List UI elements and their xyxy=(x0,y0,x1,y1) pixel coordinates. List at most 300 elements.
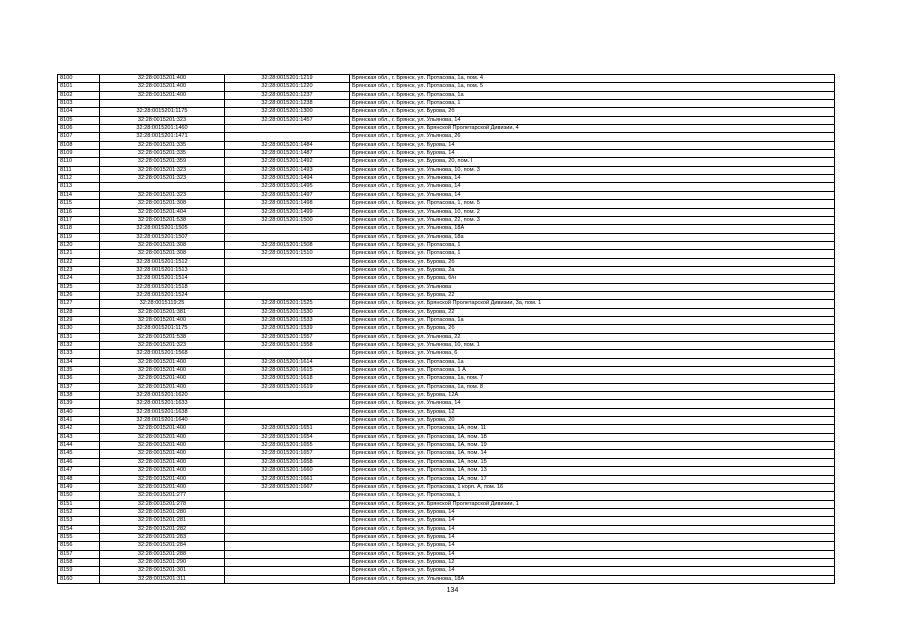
table-row xyxy=(58,483,835,491)
address-cell: Брянская обл., г. Брянск, ул. Бурова, 14 xyxy=(350,141,835,149)
address-cell: Брянская обл., г. Брянск, ул. Бурова, 2б xyxy=(350,258,835,266)
parent-cadastral-number-cell: 32:28:0015201:1518 xyxy=(100,283,225,291)
address-cell: Брянская обл., г. Брянск, ул. Ульянова, 26 xyxy=(350,133,835,141)
parent-cadastral-number-cell: 32:28:0015201:400 xyxy=(100,433,225,441)
address-cell: Брянская обл., г. Брянск, ул. Ульянова, 14 xyxy=(350,183,835,191)
parent-cadastral-number-cell: 32:28:0015201:400 xyxy=(100,91,225,99)
row-number-cell: 8103 xyxy=(58,100,100,108)
address-cell: Брянская обл., г. Брянск, ул. Бурова, 14 xyxy=(350,517,835,525)
row-number-cell: 8124 xyxy=(58,275,100,283)
table-row xyxy=(58,450,835,458)
parent-cadastral-number-cell: 32:28:0015201:381 xyxy=(100,308,225,316)
table-row xyxy=(58,275,835,283)
address-cell: Брянская обл., г. Брянск, ул. Ульянова, 22, пом. 3 xyxy=(350,216,835,224)
row-number-cell: 8143 xyxy=(58,433,100,441)
parent-cadastral-number-cell xyxy=(100,183,225,191)
cadastral-number-cell xyxy=(225,225,350,233)
parent-cadastral-number-cell: 32:28:0015201:400 xyxy=(100,375,225,383)
address-cell: Брянская обл., г. Брянск, ул. Ульянова, 6 xyxy=(350,350,835,358)
parent-cadastral-number-cell: 32:28:0015201:308 xyxy=(100,250,225,258)
table-row xyxy=(58,200,835,208)
parent-cadastral-number-cell: 32:28:0015201:538 xyxy=(100,216,225,224)
address-cell: Брянская обл., г. Брянск, ул. Бурова, 14 xyxy=(350,508,835,516)
parent-cadastral-number-cell: 32:28:0015201:400 xyxy=(100,367,225,375)
cadastral-number-cell xyxy=(225,400,350,408)
address-cell: Брянская обл., г. Брянск, ул. Ульянова, 18а xyxy=(350,233,835,241)
table-row xyxy=(58,308,835,316)
parent-cadastral-number-cell: 32:28:0015201:400 xyxy=(100,467,225,475)
row-number-cell: 8126 xyxy=(58,291,100,299)
table-row xyxy=(58,433,835,441)
row-number-cell: 8131 xyxy=(58,333,100,341)
table-row xyxy=(58,266,835,274)
row-number-cell: 8135 xyxy=(58,367,100,375)
address-cell: Брянская обл., г. Брянск, ул. Брянской Пролетарской Дивизии, 3а, пом. 1 xyxy=(350,300,835,308)
parent-cadastral-number-cell: 32:28:0015201:283 xyxy=(100,533,225,541)
row-number-cell: 8119 xyxy=(58,233,100,241)
address-cell: Брянская обл., г. Брянск, ул. Брянской Пролетарской Дивизии, 1 xyxy=(350,500,835,508)
cadastral-number-cell xyxy=(225,266,350,274)
table-row xyxy=(58,166,835,174)
parent-cadastral-number-cell: 32:28:0015201:1471 xyxy=(100,133,225,141)
parent-cadastral-number-cell: 32:28:0015201:400 xyxy=(100,450,225,458)
parent-cadastral-number-cell: 32:28:0015201:1524 xyxy=(100,291,225,299)
cadastral-number-cell xyxy=(225,550,350,558)
address-cell: Брянская обл., г. Брянск, ул. Ульянова xyxy=(350,283,835,291)
cadastral-number-cell: 32:28:0015201:1498 xyxy=(225,200,350,208)
row-number-cell: 8150 xyxy=(58,492,100,500)
address-cell: Брянская обл., г. Брянск, ул. Протасова, 1А, пом. 13 xyxy=(350,467,835,475)
parent-cadastral-number-cell xyxy=(100,100,225,108)
row-number-cell: 8147 xyxy=(58,467,100,475)
row-number-cell: 8107 xyxy=(58,133,100,141)
address-cell: Брянская обл., г. Брянск, ул. Протасова, 1а xyxy=(350,358,835,366)
parent-cadastral-number-cell: 32:28:0015201:400 xyxy=(100,425,225,433)
row-number-cell: 8104 xyxy=(58,108,100,116)
address-cell: Брянская обл., г. Брянск, ул. Протасова, 1 xyxy=(350,100,835,108)
parent-cadastral-number-cell: 32:28:0015201:400 xyxy=(100,75,225,83)
table-row xyxy=(58,191,835,199)
table-row xyxy=(58,100,835,108)
cadastral-number-cell: 32:28:0015201:1220 xyxy=(225,83,350,91)
row-number-cell: 8136 xyxy=(58,375,100,383)
cadastral-number-cell: 32:28:0015201:1492 xyxy=(225,158,350,166)
address-cell: Брянская обл., г. Брянск, ул. Бурова, 20 xyxy=(350,417,835,425)
table-row xyxy=(58,500,835,508)
table-row xyxy=(58,258,835,266)
row-number-cell: 8105 xyxy=(58,116,100,124)
row-number-cell: 8123 xyxy=(58,266,100,274)
table-row xyxy=(58,133,835,141)
address-cell: Брянская обл., г. Брянск, ул. Бурова, 14 xyxy=(350,525,835,533)
address-cell: Брянская обл., г. Брянск, ул. Протасова, 1А, пом. 19 xyxy=(350,442,835,450)
parent-cadastral-number-cell: 32:28:0015201:1568 xyxy=(100,350,225,358)
parent-cadastral-number-cell: 32:28:0015201:288 xyxy=(100,550,225,558)
cadastral-number-cell xyxy=(225,492,350,500)
cadastral-number-cell: 32:28:0015201:1539 xyxy=(225,325,350,333)
address-cell: Брянская обл., г. Брянск, ул. Бурова, 20, пом. I xyxy=(350,158,835,166)
table-row xyxy=(58,125,835,133)
row-number-cell: 8112 xyxy=(58,175,100,183)
cadastral-number-cell: 32:28:0015201:1661 xyxy=(225,475,350,483)
row-number-cell: 8114 xyxy=(58,191,100,199)
parent-cadastral-number-cell: 32:28:0015201:323 xyxy=(100,191,225,199)
parent-cadastral-number-cell: 32:28:0015201:1175 xyxy=(100,325,225,333)
address-cell: Брянская обл., г. Брянск, ул. Ульянова, 14 xyxy=(350,400,835,408)
parent-cadastral-number-cell: 32:28:0015201:282 xyxy=(100,525,225,533)
row-number-cell: 8153 xyxy=(58,517,100,525)
parent-cadastral-number-cell: 32:28:0015201:301 xyxy=(100,567,225,575)
cadastral-number-cell: 32:28:0015201:1510 xyxy=(225,250,350,258)
row-number-cell: 8113 xyxy=(58,183,100,191)
table-row xyxy=(58,517,835,525)
table-row xyxy=(58,558,835,566)
address-cell: Брянская обл., г. Брянск, ул. Ульянова, 10, пом. 1 xyxy=(350,342,835,350)
row-number-cell: 8129 xyxy=(58,316,100,324)
row-number-cell: 8156 xyxy=(58,542,100,550)
row-number-cell: 8118 xyxy=(58,225,100,233)
cadastral-number-cell: 32:28:0015201:1495 xyxy=(225,183,350,191)
parent-cadastral-number-cell: 32:28:0015201:1514 xyxy=(100,275,225,283)
table-row xyxy=(58,75,835,83)
cadastral-number-cell xyxy=(225,350,350,358)
cadastral-number-cell: 32:28:0015201:1655 xyxy=(225,442,350,450)
parent-cadastral-number-cell: 32:28:0015201:311 xyxy=(100,575,225,583)
address-cell: Брянская обл., г. Брянск, ул. Бурова, 2б xyxy=(350,108,835,116)
cadastral-number-cell: 32:28:0015201:1497 xyxy=(225,191,350,199)
table-row xyxy=(58,383,835,391)
row-number-cell: 8110 xyxy=(58,158,100,166)
row-number-cell: 8127 xyxy=(58,300,100,308)
row-number-cell: 8130 xyxy=(58,325,100,333)
cadastral-number-cell: 32:28:0015201:1487 xyxy=(225,150,350,158)
cadastral-number-cell: 32:28:0015201:1500 xyxy=(225,216,350,224)
cadastral-number-cell xyxy=(225,133,350,141)
row-number-cell: 8128 xyxy=(58,308,100,316)
row-number-cell: 8157 xyxy=(58,550,100,558)
row-number-cell: 8138 xyxy=(58,392,100,400)
row-number-cell: 8146 xyxy=(58,458,100,466)
table-row xyxy=(58,233,835,241)
cadastral-number-cell xyxy=(225,283,350,291)
cadastral-number-cell xyxy=(225,233,350,241)
row-number-cell: 8120 xyxy=(58,241,100,249)
address-cell: Брянская обл., г. Брянск, ул. Ульянова, 14 xyxy=(350,175,835,183)
cadastral-number-cell xyxy=(225,533,350,541)
parent-cadastral-number-cell: 32:28:0015201:400 xyxy=(100,316,225,324)
row-number-cell: 8155 xyxy=(58,533,100,541)
table-row xyxy=(58,116,835,124)
address-cell: Брянская обл., г. Брянск, ул. Протасова, 1а, пом. 5 xyxy=(350,83,835,91)
parent-cadastral-number-cell: 32:28:0015201:1513 xyxy=(100,266,225,274)
row-number-cell: 8148 xyxy=(58,475,100,483)
parent-cadastral-number-cell: 32:28:0015201:400 xyxy=(100,442,225,450)
parent-cadastral-number-cell: 32:28:0015201:323 xyxy=(100,116,225,124)
table-row xyxy=(58,508,835,516)
cadastral-number-cell: 32:28:0015201:1508 xyxy=(225,241,350,249)
cadastral-number-cell xyxy=(225,542,350,550)
table-row xyxy=(58,442,835,450)
cadastral-number-cell: 32:28:0015201:1300 xyxy=(225,108,350,116)
parent-cadastral-number-cell: 32:28:0015201:335 xyxy=(100,141,225,149)
row-number-cell: 8141 xyxy=(58,417,100,425)
parent-cadastral-number-cell: 32:28:0015201:400 xyxy=(100,83,225,91)
cadastral-number-cell: 32:28:0015201:1533 xyxy=(225,316,350,324)
row-number-cell: 8145 xyxy=(58,450,100,458)
address-cell: Брянская обл., г. Брянск, ул. Протасова, 1а xyxy=(350,91,835,99)
parent-cadastral-number-cell: 32:28:0015201:1640 xyxy=(100,417,225,425)
parent-cadastral-number-cell: 32:28:0015201:400 xyxy=(100,475,225,483)
table-row xyxy=(58,175,835,183)
row-number-cell: 8149 xyxy=(58,483,100,491)
parent-cadastral-number-cell: 32:28:0015201:280 xyxy=(100,508,225,516)
address-cell: Брянская обл., г. Брянск, ул. Протасова, 1 xyxy=(350,492,835,500)
address-cell: Брянская обл., г. Брянск, ул. Ульянова, 14 xyxy=(350,116,835,124)
registry-table xyxy=(57,74,835,584)
table-row xyxy=(58,342,835,350)
table-row xyxy=(58,208,835,216)
cadastral-number-cell: 32:28:0015201:1238 xyxy=(225,100,350,108)
table-row xyxy=(58,108,835,116)
cadastral-number-cell: 32:28:0015201:1557 xyxy=(225,333,350,341)
row-number-cell: 8117 xyxy=(58,216,100,224)
row-number-cell: 8137 xyxy=(58,383,100,391)
row-number-cell: 8115 xyxy=(58,200,100,208)
parent-cadastral-number-cell: 32:28:0015201:323 xyxy=(100,166,225,174)
parent-cadastral-number-cell: 32:28:0015201:400 xyxy=(100,383,225,391)
table-row xyxy=(58,300,835,308)
parent-cadastral-number-cell: 32:28:0015201:308 xyxy=(100,241,225,249)
row-number-cell: 8142 xyxy=(58,425,100,433)
parent-cadastral-number-cell: 32:28:0015201:277 xyxy=(100,492,225,500)
cadastral-number-cell: 32:28:0015201:1493 xyxy=(225,166,350,174)
address-cell: Брянская обл., г. Брянск, ул. Брянской Пролетарской Дивизии, 4 xyxy=(350,125,835,133)
parent-cadastral-number-cell: 32:28:0015119:25 xyxy=(100,300,225,308)
parent-cadastral-number-cell: 32:28:0015201:290 xyxy=(100,558,225,566)
table-row xyxy=(58,467,835,475)
cadastral-number-cell xyxy=(225,567,350,575)
cadastral-number-cell xyxy=(225,275,350,283)
address-cell: Брянская обл., г. Брянск, ул. Протасова, 1 xyxy=(350,241,835,249)
address-cell: Брянская обл., г. Брянск, ул. Бурова, 14 xyxy=(350,533,835,541)
address-cell: Брянская обл., г. Брянск, ул. Протасова, 1а, пом. 7 xyxy=(350,375,835,383)
address-cell: Брянская обл., г. Брянск, ул. Бурова, 12 xyxy=(350,408,835,416)
address-cell: Брянская обл., г. Брянск, ул. Протасова, 1А, пом. 15 xyxy=(350,458,835,466)
row-number-cell: 8109 xyxy=(58,150,100,158)
row-number-cell: 8152 xyxy=(58,508,100,516)
parent-cadastral-number-cell: 32:28:0015201:1512 xyxy=(100,258,225,266)
parent-cadastral-number-cell: 32:28:0015201:1620 xyxy=(100,392,225,400)
row-number-cell: 8100 xyxy=(58,75,100,83)
cadastral-number-cell xyxy=(225,500,350,508)
parent-cadastral-number-cell: 32:28:0015201:323 xyxy=(100,342,225,350)
parent-cadastral-number-cell: 32:28:0015201:281 xyxy=(100,517,225,525)
address-cell: Брянская обл., г. Брянск, ул. Протасова, 1 А xyxy=(350,367,835,375)
parent-cadastral-number-cell: 32:28:0015201:400 xyxy=(100,483,225,491)
table-row xyxy=(58,316,835,324)
row-number-cell: 8116 xyxy=(58,208,100,216)
cadastral-number-cell: 32:28:0015201:1494 xyxy=(225,175,350,183)
row-number-cell: 8158 xyxy=(58,558,100,566)
table-row xyxy=(58,325,835,333)
table-row xyxy=(58,375,835,383)
parent-cadastral-number-cell: 32:28:0015201:278 xyxy=(100,500,225,508)
address-cell: Брянская обл., г. Брянск, ул. Протасова, 1А, пом. 11 xyxy=(350,425,835,433)
address-cell: Брянская обл., г. Брянск, ул. Бурова, 14 xyxy=(350,550,835,558)
table-row xyxy=(58,492,835,500)
document-page xyxy=(57,74,835,584)
address-cell: Брянская обл., г. Брянск, ул. Протасова, 1А, пом. 14 xyxy=(350,450,835,458)
address-cell: Брянская обл., г. Брянск, ул. Бурова, 2а xyxy=(350,266,835,274)
address-cell: Брянская обл., г. Брянск, ул. Бурова, 14 xyxy=(350,542,835,550)
table-row xyxy=(58,475,835,483)
row-number-cell: 8133 xyxy=(58,350,100,358)
parent-cadastral-number-cell: 32:28:0015201:1633 xyxy=(100,400,225,408)
address-cell: Брянская обл., г. Брянск, ул. Протасова, 1, пом. 5 xyxy=(350,200,835,208)
address-cell: Брянская обл., г. Брянск, ул. Протасова, 1 корп. А, пом. 16 xyxy=(350,483,835,491)
cadastral-number-cell: 32:28:0015201:1654 xyxy=(225,433,350,441)
table-row xyxy=(58,350,835,358)
table-row xyxy=(58,550,835,558)
parent-cadastral-number-cell: 32:28:0015201:1460 xyxy=(100,125,225,133)
cadastral-number-cell: 32:28:0015201:1558 xyxy=(225,342,350,350)
address-cell: Брянская обл., г. Брянск, ул. Ульянова, 10, пом. 2 xyxy=(350,208,835,216)
table-row xyxy=(58,158,835,166)
cadastral-number-cell xyxy=(225,508,350,516)
parent-cadastral-number-cell: 32:28:0015201:335 xyxy=(100,150,225,158)
row-number-cell: 8154 xyxy=(58,525,100,533)
address-cell: Брянская обл., г. Брянск, ул. Бурова, 14 xyxy=(350,150,835,158)
address-cell: Брянская обл., г. Брянск, ул. Протасова, 1 xyxy=(350,250,835,258)
table-row xyxy=(58,141,835,149)
table-row xyxy=(58,225,835,233)
cadastral-number-cell: 32:28:0015201:1615 xyxy=(225,367,350,375)
cadastral-number-cell: 32:28:0015201:1457 xyxy=(225,116,350,124)
table-row xyxy=(58,533,835,541)
cadastral-number-cell xyxy=(225,417,350,425)
parent-cadastral-number-cell: 32:28:0015201:323 xyxy=(100,175,225,183)
address-cell: Брянская обл., г. Брянск, ул. Бурова, 14 xyxy=(350,567,835,575)
table-row xyxy=(58,458,835,466)
cadastral-number-cell: 32:28:0015201:1619 xyxy=(225,383,350,391)
parent-cadastral-number-cell: 32:28:0015201:538 xyxy=(100,333,225,341)
cadastral-number-cell: 32:28:0015201:1614 xyxy=(225,358,350,366)
table-row xyxy=(58,333,835,341)
table-row xyxy=(58,408,835,416)
parent-cadastral-number-cell: 32:28:0015201:284 xyxy=(100,542,225,550)
address-cell: Брянская обл., г. Брянск, ул. Протасова, 1а xyxy=(350,316,835,324)
row-number-cell: 8144 xyxy=(58,442,100,450)
row-number-cell: 8111 xyxy=(58,166,100,174)
table-row xyxy=(58,250,835,258)
table-row xyxy=(58,83,835,91)
row-number-cell: 8106 xyxy=(58,125,100,133)
address-cell: Брянская обл., г. Брянск, ул. Ульянова, 22 xyxy=(350,333,835,341)
table-row xyxy=(58,417,835,425)
table-row xyxy=(58,525,835,533)
parent-cadastral-number-cell: 32:28:0015201:1505 xyxy=(100,225,225,233)
address-cell: Брянская обл., г. Брянск, ул. Бурова, 12А xyxy=(350,392,835,400)
cadastral-number-cell xyxy=(225,525,350,533)
table-row xyxy=(58,575,835,583)
cadastral-number-cell xyxy=(225,392,350,400)
parent-cadastral-number-cell: 32:28:0015201:400 xyxy=(100,358,225,366)
table-row xyxy=(58,216,835,224)
table-row xyxy=(58,283,835,291)
cadastral-number-cell: 32:28:0015201:1651 xyxy=(225,425,350,433)
parent-cadastral-number-cell: 32:28:0015201:400 xyxy=(100,458,225,466)
row-number-cell: 8122 xyxy=(58,258,100,266)
address-cell: Брянская обл., г. Брянск, ул. Бурова, 22 xyxy=(350,291,835,299)
address-cell: Брянская обл., г. Брянск, ул. Бурова, 2б xyxy=(350,325,835,333)
cadastral-number-cell xyxy=(225,291,350,299)
cadastral-number-cell: 32:28:0015201:1660 xyxy=(225,467,350,475)
address-cell: Брянская обл., г. Брянск, ул. Ульянова, 18А xyxy=(350,575,835,583)
table-row xyxy=(58,567,835,575)
cadastral-number-cell: 32:28:0015201:1484 xyxy=(225,141,350,149)
parent-cadastral-number-cell: 32:28:0015201:308 xyxy=(100,200,225,208)
cadastral-number-cell: 32:28:0015201:1530 xyxy=(225,308,350,316)
row-number-cell: 8125 xyxy=(58,283,100,291)
cadastral-number-cell: 32:28:0015201:1525 xyxy=(225,300,350,308)
cadastral-number-cell: 32:28:0015201:1237 xyxy=(225,91,350,99)
address-cell: Брянская обл., г. Брянск, ул. Протасова, 1а, пом. 8 xyxy=(350,383,835,391)
cadastral-number-cell: 32:28:0015201:1618 xyxy=(225,375,350,383)
table-row xyxy=(58,183,835,191)
table-row xyxy=(58,400,835,408)
address-cell: Брянская обл., г. Брянск, ул. Ульянова, 14 xyxy=(350,191,835,199)
cadastral-number-cell: 32:28:0015201:1667 xyxy=(225,483,350,491)
cadastral-number-cell xyxy=(225,258,350,266)
row-number-cell: 8108 xyxy=(58,141,100,149)
parent-cadastral-number-cell: 32:28:0015201:1175 xyxy=(100,108,225,116)
row-number-cell: 8159 xyxy=(58,567,100,575)
parent-cadastral-number-cell: 32:28:0015201:359 xyxy=(100,158,225,166)
table-row xyxy=(58,241,835,249)
cadastral-number-cell: 32:28:0015201:1219 xyxy=(225,75,350,83)
cadastral-number-cell xyxy=(225,575,350,583)
cadastral-number-cell: 32:28:0015201:1499 xyxy=(225,208,350,216)
table-row xyxy=(58,291,835,299)
table-row xyxy=(58,425,835,433)
address-cell: Брянская обл., г. Брянск, ул. Бурова, б/н xyxy=(350,275,835,283)
table-row xyxy=(58,150,835,158)
table-row xyxy=(58,542,835,550)
row-number-cell: 8151 xyxy=(58,500,100,508)
address-cell: Брянская обл., г. Брянск, ул. Протасова, 1А, пом. 17 xyxy=(350,475,835,483)
row-number-cell: 8132 xyxy=(58,342,100,350)
parent-cadastral-number-cell: 32:28:0015201:1507 xyxy=(100,233,225,241)
table-row xyxy=(58,358,835,366)
row-number-cell: 8139 xyxy=(58,400,100,408)
page-number: 134 xyxy=(446,587,459,594)
parent-cadastral-number-cell: 32:28:0015201:1638 xyxy=(100,408,225,416)
address-cell: Брянская обл., г. Брянск, ул. Бурова, 22 xyxy=(350,308,835,316)
address-cell: Брянская обл., г. Брянск, ул. Ульянова, 10, пом. 3 xyxy=(350,166,835,174)
table-row xyxy=(58,392,835,400)
table-row xyxy=(58,367,835,375)
address-cell: Брянская обл., г. Брянск, ул. Протасова, 1а, пом. 4 xyxy=(350,75,835,83)
address-cell: Брянская обл., г. Брянск, ул. Протасова, 1А, пом. 18 xyxy=(350,433,835,441)
registry-table-body xyxy=(58,75,835,584)
cadastral-number-cell xyxy=(225,125,350,133)
cadastral-number-cell: 32:28:0015201:1658 xyxy=(225,458,350,466)
table-row xyxy=(58,91,835,99)
row-number-cell: 8160 xyxy=(58,575,100,583)
cadastral-number-cell xyxy=(225,517,350,525)
row-number-cell: 8134 xyxy=(58,358,100,366)
address-cell: Брянская обл., г. Брянск, ул. Бурова, 12 xyxy=(350,558,835,566)
